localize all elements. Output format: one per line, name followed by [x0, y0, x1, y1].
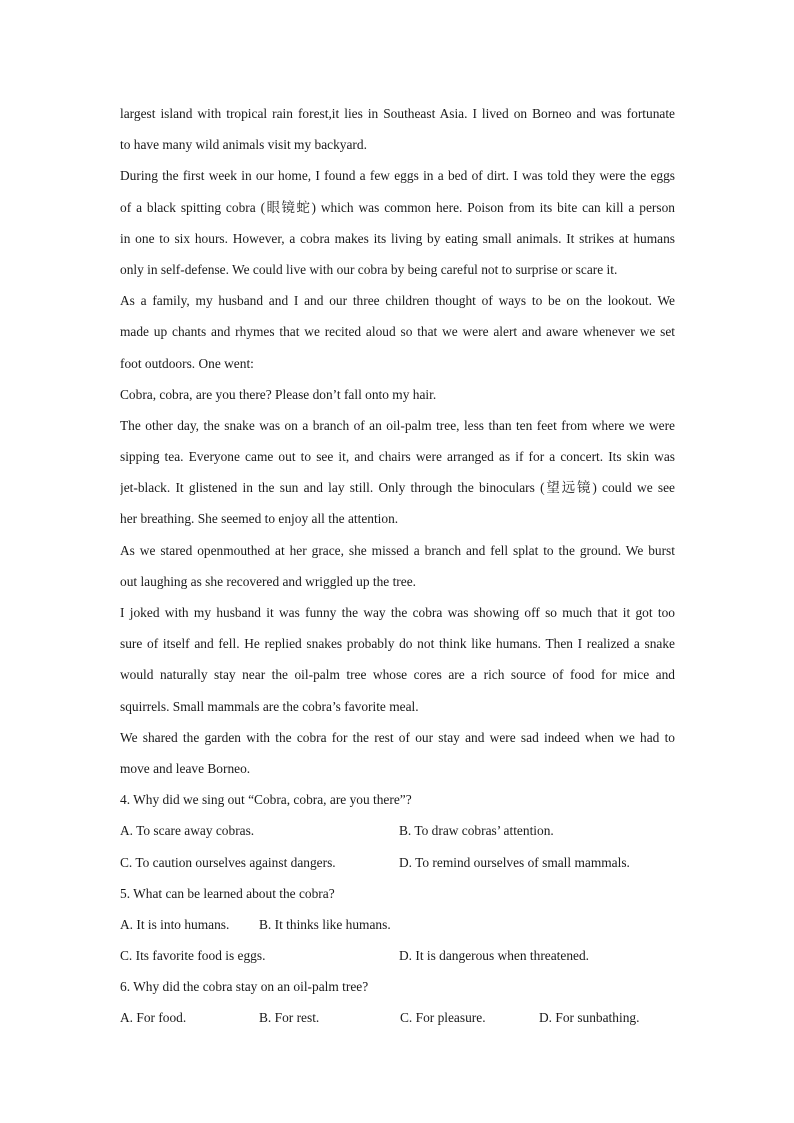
passage — [120, 98, 675, 784]
passage-line: sipping tea. Everyone came out to see it, and chairs were arranged as if for a concert. Its skin was — [120, 449, 675, 465]
question-6 — [120, 971, 675, 1033]
passage-line: made up chants and rhymes that we recited aloud so that we were alert and aware whenever we set — [120, 324, 675, 340]
options-row — [120, 815, 675, 846]
option-a: A. It is into humans. — [120, 916, 230, 932]
passage-line: largest island with tropical rain forest,it lies in Southeast Asia. I lived on Borneo and was fortunate — [120, 106, 675, 121]
option-a: A. To scare away cobras. — [120, 823, 255, 839]
passage-line: of a black spitting cobra (眼镜蛇) which was common here. Poison from its bite can kill a person — [120, 199, 675, 215]
passage-line: in one to six hours. However, a cobra makes its living by eating small animals. It strikes at humans — [120, 230, 675, 246]
options-row — [120, 909, 675, 940]
passage-line: I joked with my husband it was funny the way the cobra was showing off so much that it got too — [120, 605, 675, 620]
passage-line: out laughing as she recovered and wriggled up the tree. — [120, 573, 416, 589]
question-5 — [120, 878, 675, 972]
passage-line: would naturally stay near the oil-palm tree whose cores are a rich source of food for mice and — [120, 667, 675, 683]
passage-line: As we stared openmouthed at her grace, she missed a branch and fell splat to the ground. We burst — [120, 542, 675, 558]
options-row — [120, 1002, 675, 1033]
option-a: A. For food. — [120, 1010, 187, 1026]
passage-line: Cobra, cobra, are you there? Please don’t fall onto my hair. — [120, 386, 437, 402]
option-b: B. For rest. — [259, 1010, 320, 1026]
options-row — [120, 940, 675, 971]
passage-line: jet-black. It glistened in the sun and lay still. Only through the binoculars (望远镜) could we see — [120, 480, 675, 496]
option-d: D. To remind ourselves of small mammals. — [399, 854, 630, 870]
passage-line: to have many wild animals visit my backyard. — [120, 137, 367, 153]
question-stem: 5. What can be learned about the cobra? — [120, 885, 335, 901]
passage-line: only in self-defense. We could live with our cobra by being careful not to surprise or scare it. — [120, 261, 618, 277]
question-stem: 4. Why did we sing out “Cobra, cobra, are you there”? — [120, 792, 412, 808]
option-c: C. To caution ourselves against dangers. — [120, 854, 336, 870]
passage-line: her breathing. She seemed to enjoy all the attention. — [120, 511, 399, 527]
option-d: D. It is dangerous when threatened. — [399, 948, 590, 964]
option-c: C. Its favorite food is eggs. — [120, 948, 266, 964]
passage-line: sure of itself and fell. He replied snakes probably do not think like humans. Then I realized a snake — [120, 636, 675, 652]
passage-line: As a family, my husband and I and our three children thought of ways to be on the lookout. We — [120, 293, 675, 309]
passage-line: During the first week in our home, I found a few eggs in a bed of dirt. I was told they were the eggs — [120, 168, 675, 184]
option-c: C. For pleasure. — [400, 1010, 486, 1026]
passage-line: The other day, the snake was on a branch of an oil-palm tree, less than ten feet from where we were — [120, 417, 675, 433]
document-page — [120, 98, 675, 1034]
question-stem: 6. Why did the cobra stay on an oil-palm tree? — [120, 979, 369, 995]
question-4 — [120, 784, 675, 878]
passage-line: squirrels. Small mammals are the cobra’s favorite meal. — [120, 698, 419, 714]
option-d: D. For sunbathing. — [539, 1010, 640, 1026]
passage-line: We shared the garden with the cobra for the rest of our stay and were sad indeed when we had to — [120, 729, 675, 745]
option-b: B. It thinks like humans. — [259, 916, 391, 932]
passage-line: foot outdoors. One went: — [120, 355, 254, 371]
option-b: B. To draw cobras’ attention. — [399, 823, 554, 839]
passage-line: move and leave Borneo. — [120, 760, 251, 776]
options-row — [120, 847, 675, 878]
